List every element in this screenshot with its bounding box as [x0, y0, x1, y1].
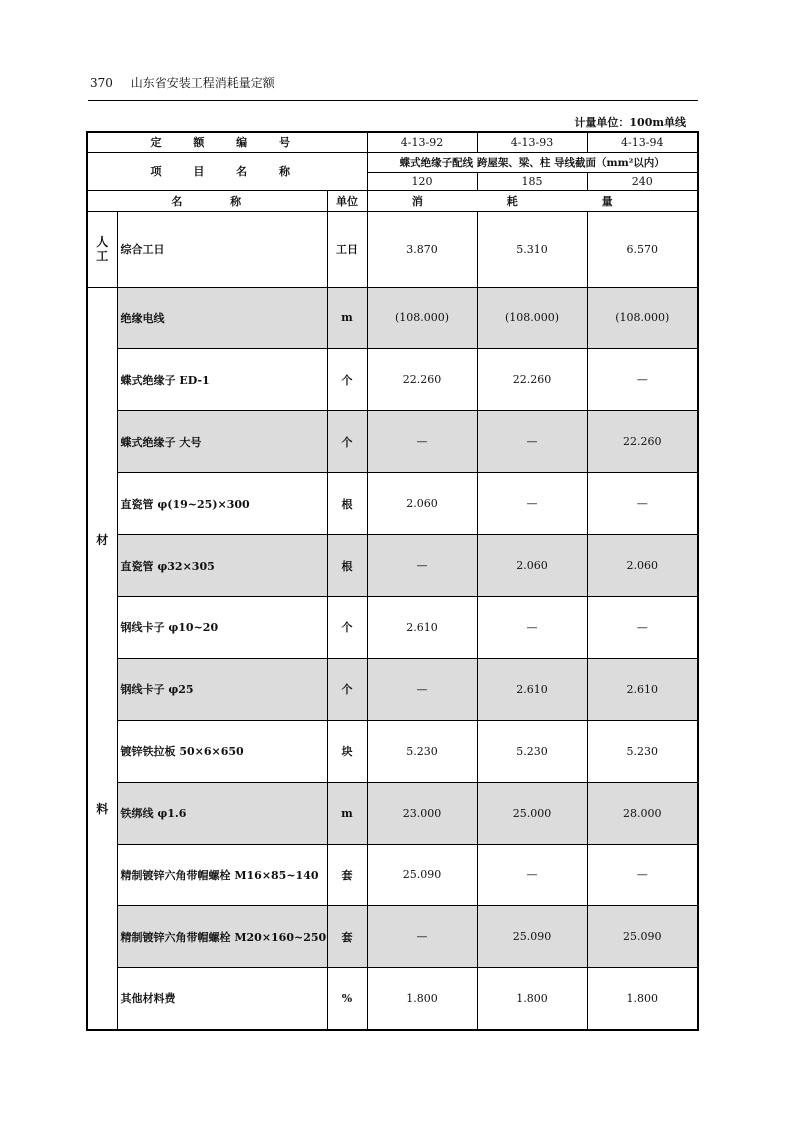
- material-value-1: —: [367, 411, 477, 473]
- material-row: [87, 844, 698, 906]
- unit-column-header: 单位: [327, 190, 367, 211]
- project-label: 项 目 名 称: [87, 152, 367, 190]
- material-value-1: 1.800: [367, 968, 477, 1030]
- material-row: [87, 411, 698, 473]
- material-unit: 个: [327, 349, 367, 411]
- material-value-3: —: [587, 596, 698, 658]
- material-name: 钢线卡子 φ10~20: [117, 596, 327, 658]
- material-row: [87, 349, 698, 411]
- material-name: 精制镀锌六角带帽螺栓 M20×160~250: [117, 906, 327, 968]
- labor-value-3: 6.570: [587, 211, 698, 287]
- material-name: 蝶式绝缘子 大号: [117, 411, 327, 473]
- consumption-column-header: 消 耗 量: [367, 190, 698, 211]
- header-rule: [88, 100, 698, 101]
- material-value-2: 2.060: [477, 535, 587, 597]
- code-row: [87, 132, 698, 152]
- project-row: [87, 152, 698, 172]
- labor-row: [87, 211, 698, 287]
- material-value-2: (108.000): [477, 287, 587, 349]
- material-value-1: —: [367, 535, 477, 597]
- code-label: 定 额 编 号: [87, 132, 367, 152]
- material-value-1: (108.000): [367, 287, 477, 349]
- material-name: 精制镀锌六角带帽螺栓 M16×85~140: [117, 844, 327, 906]
- material-unit: 套: [327, 906, 367, 968]
- material-name: 直瓷管 φ(19~25)×300: [117, 473, 327, 535]
- material-row: [87, 473, 698, 535]
- labor-item-name: 综合工日: [117, 211, 327, 287]
- measurement-unit-note: 计量单位：100m单线: [574, 116, 686, 129]
- materials-category-top: 材: [96, 532, 109, 547]
- material-unit: %: [327, 968, 367, 1030]
- material-name: 镀锌铁拉板 50×6×650: [117, 720, 327, 782]
- quota-table: [86, 131, 699, 1031]
- column-header-row: [87, 190, 698, 211]
- size-1: 120: [367, 172, 477, 190]
- material-row: [87, 906, 698, 968]
- material-row: [87, 535, 698, 597]
- material-value-3: 5.230: [587, 720, 698, 782]
- material-value-3: —: [587, 844, 698, 906]
- material-value-2: 5.230: [477, 720, 587, 782]
- material-name: 铁绑线 φ1.6: [117, 782, 327, 844]
- material-unit: m: [327, 782, 367, 844]
- material-unit: 个: [327, 658, 367, 720]
- material-value-3: (108.000): [587, 287, 698, 349]
- material-value-2: —: [477, 473, 587, 535]
- material-name: 绝缘电线: [117, 287, 327, 349]
- material-unit: 套: [327, 844, 367, 906]
- material-row: [87, 782, 698, 844]
- material-name: 其他材料费: [117, 968, 327, 1030]
- material-row: [87, 720, 698, 782]
- material-value-1: 23.000: [367, 782, 477, 844]
- material-name: 钢线卡子 φ25: [117, 658, 327, 720]
- material-value-2: 22.260: [477, 349, 587, 411]
- material-row: [87, 287, 698, 349]
- material-unit: m: [327, 287, 367, 349]
- material-value-3: —: [587, 349, 698, 411]
- material-value-3: 2.610: [587, 658, 698, 720]
- page-number: 370: [90, 76, 113, 90]
- material-value-1: —: [367, 906, 477, 968]
- labor-category: 人工: [87, 211, 117, 287]
- material-value-3: 25.090: [587, 906, 698, 968]
- labor-value-2: 5.310: [477, 211, 587, 287]
- name-column-header: 名 称: [87, 190, 327, 211]
- material-value-2: —: [477, 844, 587, 906]
- material-row: [87, 596, 698, 658]
- materials-category: [87, 287, 117, 1030]
- material-unit: 个: [327, 411, 367, 473]
- material-value-2: 1.800: [477, 968, 587, 1030]
- material-name: 蝶式绝缘子 ED-1: [117, 349, 327, 411]
- material-value-3: —: [587, 473, 698, 535]
- material-value-1: 2.060: [367, 473, 477, 535]
- material-value-2: —: [477, 411, 587, 473]
- material-value-2: 25.090: [477, 906, 587, 968]
- material-value-2: 25.000: [477, 782, 587, 844]
- material-value-2: 2.610: [477, 658, 587, 720]
- material-value-3: 22.260: [587, 411, 698, 473]
- labor-unit: 工日: [327, 211, 367, 287]
- material-value-1: 25.090: [367, 844, 477, 906]
- material-name: 直瓷管 φ32×305: [117, 535, 327, 597]
- material-value-2: —: [477, 596, 587, 658]
- running-header: [90, 74, 275, 91]
- material-value-3: 28.000: [587, 782, 698, 844]
- material-value-1: —: [367, 658, 477, 720]
- size-3: 240: [587, 172, 698, 190]
- code-3: 4-13-94: [587, 132, 698, 152]
- book-title: 山东省安装工程消耗量定额: [130, 76, 275, 90]
- material-value-1: 2.610: [367, 596, 477, 658]
- material-value-3: 2.060: [587, 535, 698, 597]
- material-unit: 根: [327, 473, 367, 535]
- material-value-3: 1.800: [587, 968, 698, 1030]
- size-2: 185: [477, 172, 587, 190]
- material-unit: 根: [327, 535, 367, 597]
- material-value-1: 22.260: [367, 349, 477, 411]
- labor-value-1: 3.870: [367, 211, 477, 287]
- code-1: 4-13-92: [367, 132, 477, 152]
- material-row: [87, 968, 698, 1030]
- project-description: 蝶式绝缘子配线 跨屋架、梁、柱 导线截面（mm²以内）: [367, 152, 698, 172]
- material-unit: 块: [327, 720, 367, 782]
- material-unit: 个: [327, 596, 367, 658]
- materials-category-bottom: 料: [96, 801, 109, 816]
- code-2: 4-13-93: [477, 132, 587, 152]
- material-row: [87, 658, 698, 720]
- material-value-1: 5.230: [367, 720, 477, 782]
